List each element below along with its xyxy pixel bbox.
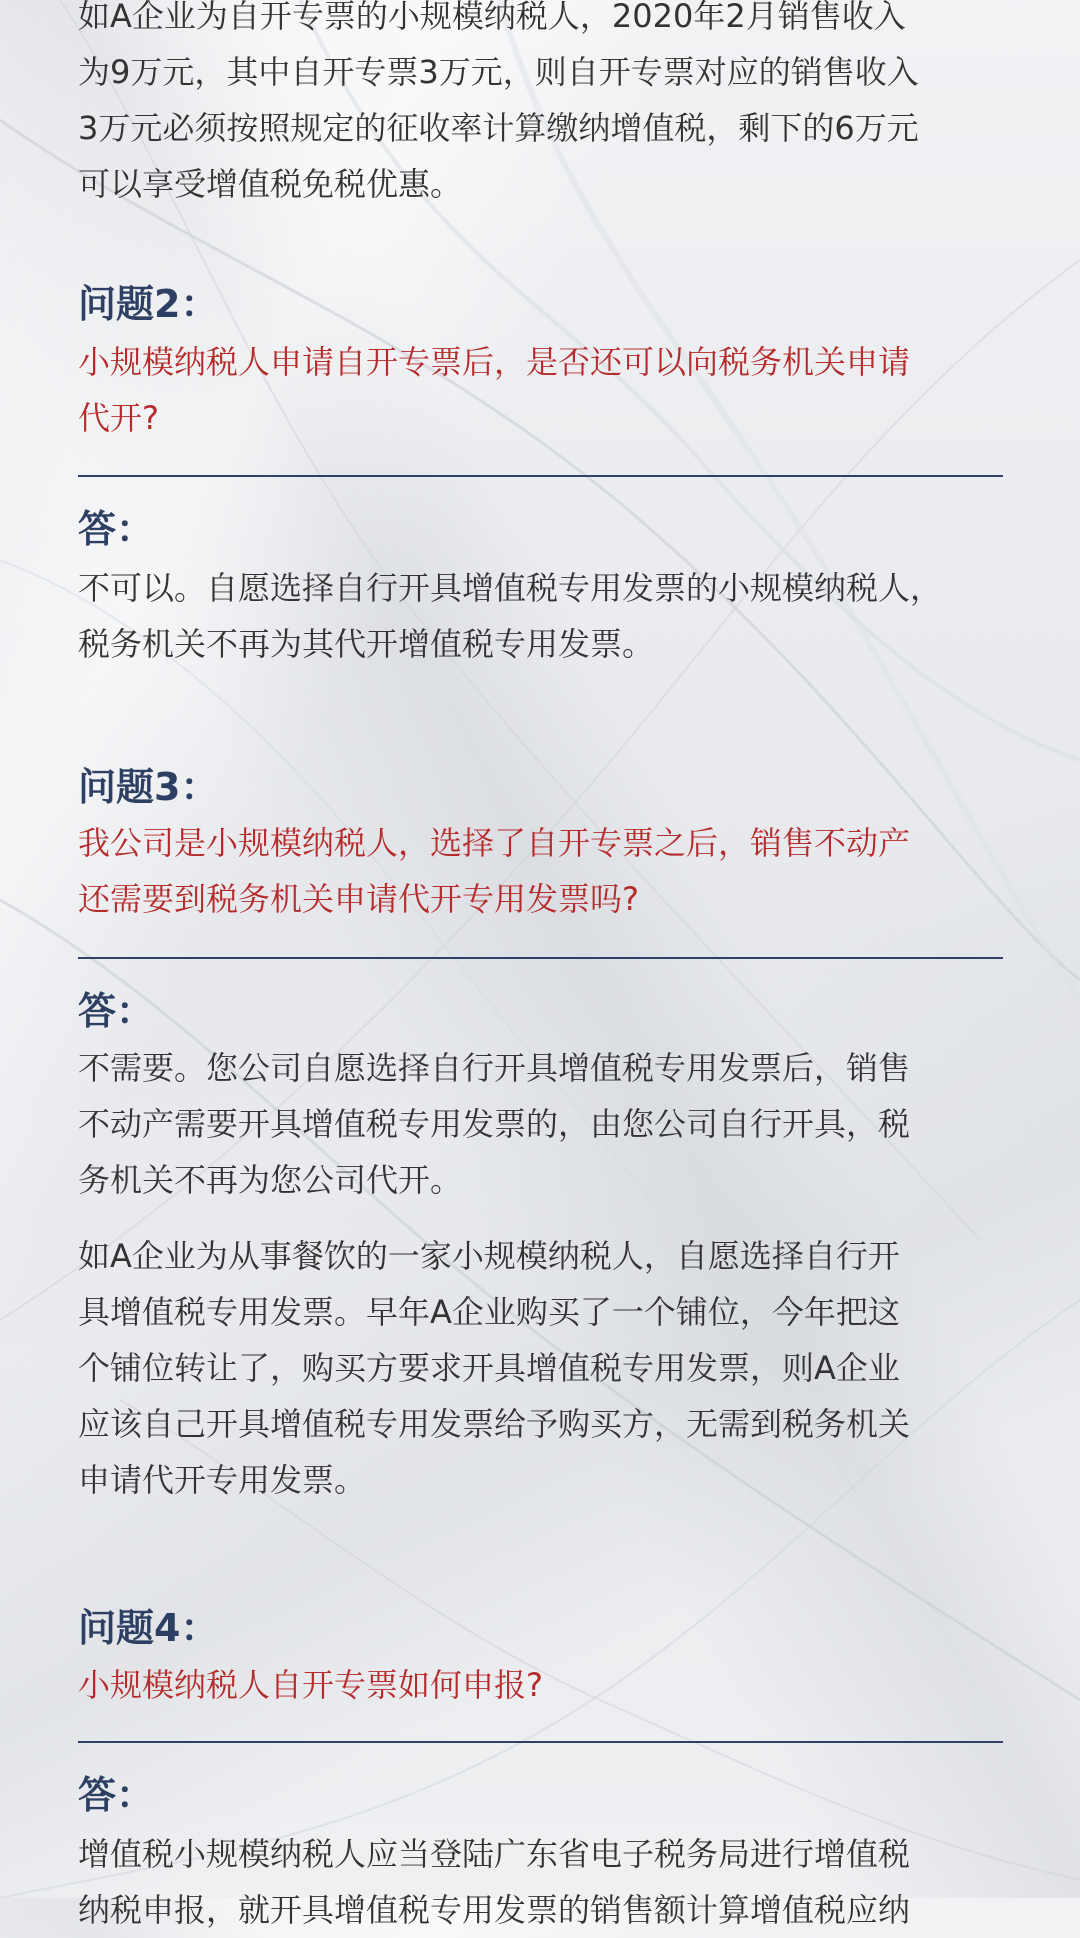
question-3-heading: 问题3：: [78, 765, 219, 809]
answer-3-heading: 答：: [78, 989, 155, 1033]
answer-4-heading: 答：: [78, 1773, 155, 1817]
divider: [78, 1741, 1003, 1743]
question-4-text: 小规模纳税人自开专票如何申报?: [78, 1666, 543, 1704]
answer-2-heading: 答：: [78, 507, 155, 551]
answer-3-example: 如A企业为从事餐饮的一家小规模纳税人，自愿选择自行开 具增值税专用发票。早年A企业购买了一个铺位，今年把这 个铺位转让了，购买方要求开具增值税专用发票，则A企业 应该自己开具增值税专用发票给予购买方，无需到税务机关 申请代开专用发票。: [78, 1237, 911, 1499]
question-2-text: 小规模纳税人申请自开专票后，是否还可以向税务机关申请 代开?: [78, 343, 911, 437]
answer-4-text: 增值税小规模纳税人应当登陆广东省电子税务局进行增值税 纳税申报，就开具增值税专用发票的销售额计算增值税应纳: [78, 1835, 911, 1929]
question-3-text: 我公司是小规模纳税人，选择了自开专票之后，销售不动产 还需要到税务机关申请代开专用发票吗?: [78, 824, 911, 918]
answer-3-text: 不需要。您公司自愿选择自行开具增值税专用发票后，销售 不动产需要开具增值税专用发票的，由您公司自行开具，税 务机关不再为您公司代开。: [78, 1049, 911, 1199]
question-4-heading: 问题4：: [78, 1606, 219, 1650]
question-2-heading: 问题2：: [78, 282, 219, 326]
answer-2-text: 不可以。自愿选择自行开具增值税专用发票的小规模纳税人， 税务机关不再为其代开增值税专用发票。: [78, 569, 943, 663]
divider: [78, 957, 1003, 959]
divider: [78, 475, 1003, 477]
intro-paragraph: 如A企业为自开专票的小规模纳税人，2020年2月销售收入 为9万元，其中自开专票3万元，则自开专票对应的销售收入 3万元必须按照规定的征收率计算缴纳增值税，剩下的6万元 可以享受增值税免税优惠。: [78, 0, 919, 203]
